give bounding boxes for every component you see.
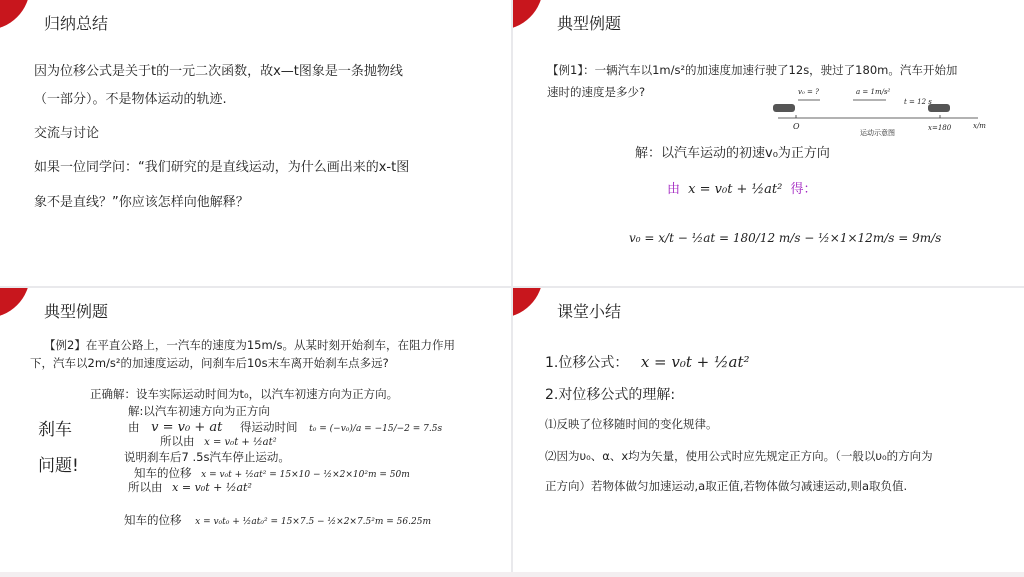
- corner-decoration: [513, 0, 543, 30]
- corner-decoration: [513, 288, 543, 318]
- solution-formula-line: [667, 180, 817, 200]
- bottom-strip: [0, 572, 1024, 577]
- text-line: 象不是直线？”你应该怎样向他解释？: [34, 195, 249, 210]
- displacement-calc: x = v₀t + ½at² = 15×10 − ½×2×10²m = 50m: [201, 470, 410, 480]
- side-label: 刹车: [38, 420, 72, 440]
- text-line: （一部分）。不是物体运动的轨迹.: [34, 92, 227, 107]
- displacement-formula: x = v₀t + ½at²: [204, 437, 277, 448]
- displacement-formula: x = v₀t + ½at²: [688, 182, 783, 197]
- axis-unit-label: x/m: [973, 122, 986, 130]
- text-prefix: 知车的位移: [134, 466, 192, 480]
- text-prefix: 知车的位移: [124, 513, 182, 527]
- question-line: 【例2】在平直公路上，一汽车的速度为15m/s。从某时刻开始刹车，在阻力作用: [44, 338, 456, 352]
- diagram-caption: 运动示意图: [860, 129, 895, 137]
- corner-decoration: [0, 288, 30, 318]
- motion-diagram: [768, 88, 998, 140]
- solution-line: 解：以汽车运动的初速v₀为正方向: [635, 146, 830, 161]
- text-prefix: 所以由: [128, 480, 163, 494]
- displacement-formula: x = v₀t + ½at²: [172, 481, 252, 494]
- time-formula: t₀ = (−v₀)/a = −15/−2 = 7.5s: [309, 424, 443, 434]
- displacement-formula: x = v₀t + ½at²: [640, 353, 750, 371]
- summary-line: [545, 352, 750, 373]
- slide-title: 课堂小结: [557, 302, 622, 321]
- solution-line: [124, 510, 431, 532]
- summary-line: 2.对位移公式的理解:: [545, 387, 676, 403]
- text-line: 如果一位同学问：“我们研究的是直线运动，为什么画出来的x-t图: [34, 160, 410, 175]
- text-line: 交流与讨论: [34, 126, 100, 141]
- text-line: 因为位移公式是关于t的一元二次函数，故x—t图象是一条抛物线: [34, 64, 403, 79]
- velocity-formula: v = v₀ + at: [151, 420, 223, 435]
- slide-summary: [0, 0, 511, 286]
- solution-line: 说明刹车后7 .5s汽车停止运动。: [124, 450, 290, 464]
- slide-class-summary: [513, 288, 1024, 577]
- question-line: 速时的速度是多少?: [547, 85, 646, 99]
- origin-label: O: [793, 122, 800, 131]
- solution-result: v₀ = x/t − ½at = 180/12 m/s − ½×1×12m/s = 9m/s: [629, 231, 942, 245]
- displacement-calc: x = v₀t₀ + ½at₀² = 15×7.5 − ½×2×7.5²m = 56.25m: [195, 517, 431, 527]
- summary-line: ⑴反映了位移随时间的变化规律。: [545, 417, 718, 431]
- text-prefix: 由: [128, 420, 140, 434]
- solution-line: 解:以汽车初速方向为正方向: [128, 404, 270, 418]
- time-label: t = 12 s: [904, 98, 932, 106]
- x-end-label: x=180: [928, 124, 952, 132]
- slide-example-2: [0, 288, 511, 577]
- question-line: 【例1】：一辆汽车以1m/s²的加速度加速行驶了12s，驶过了180m。汽车开始加: [547, 63, 958, 77]
- solution-line: [128, 477, 252, 498]
- slide-example-1: [513, 0, 1024, 286]
- slide-title: 典型例题: [557, 14, 622, 33]
- summary-line: 正方向）若物体做匀加速运动,a取正值,若物体做匀减速运动,则a取负值.: [545, 479, 908, 493]
- side-label: 问题!: [38, 456, 79, 476]
- summary-line: ⑵因为υ₀、α、x均为矢量，使用公式时应先规定正方向。（一般以υ₀的方向为: [545, 449, 933, 463]
- text-prefix: 所以由: [160, 434, 195, 448]
- question-line: 下，汽车以2m/s²的加速度运动，问刹车后10s末车离开始刹车点多远?: [30, 356, 389, 370]
- summary-label: 1.位移公式：: [545, 355, 629, 371]
- corner-decoration: [0, 0, 30, 30]
- text-mid: 得运动时间: [240, 420, 298, 434]
- formula-suffix: 得：: [790, 182, 817, 197]
- solution-line: 正确解：设车实际运动时间为t₀，以汽车初速方向为正方向。: [90, 387, 399, 401]
- v0-label: v₀ = ?: [798, 88, 819, 96]
- slide-title: 归纳总结: [44, 14, 109, 33]
- formula-prefix: 由: [667, 182, 681, 197]
- slide-title: 典型例题: [44, 302, 109, 321]
- car-start-icon: [773, 104, 795, 112]
- accel-label: a = 1m/s²: [856, 88, 891, 96]
